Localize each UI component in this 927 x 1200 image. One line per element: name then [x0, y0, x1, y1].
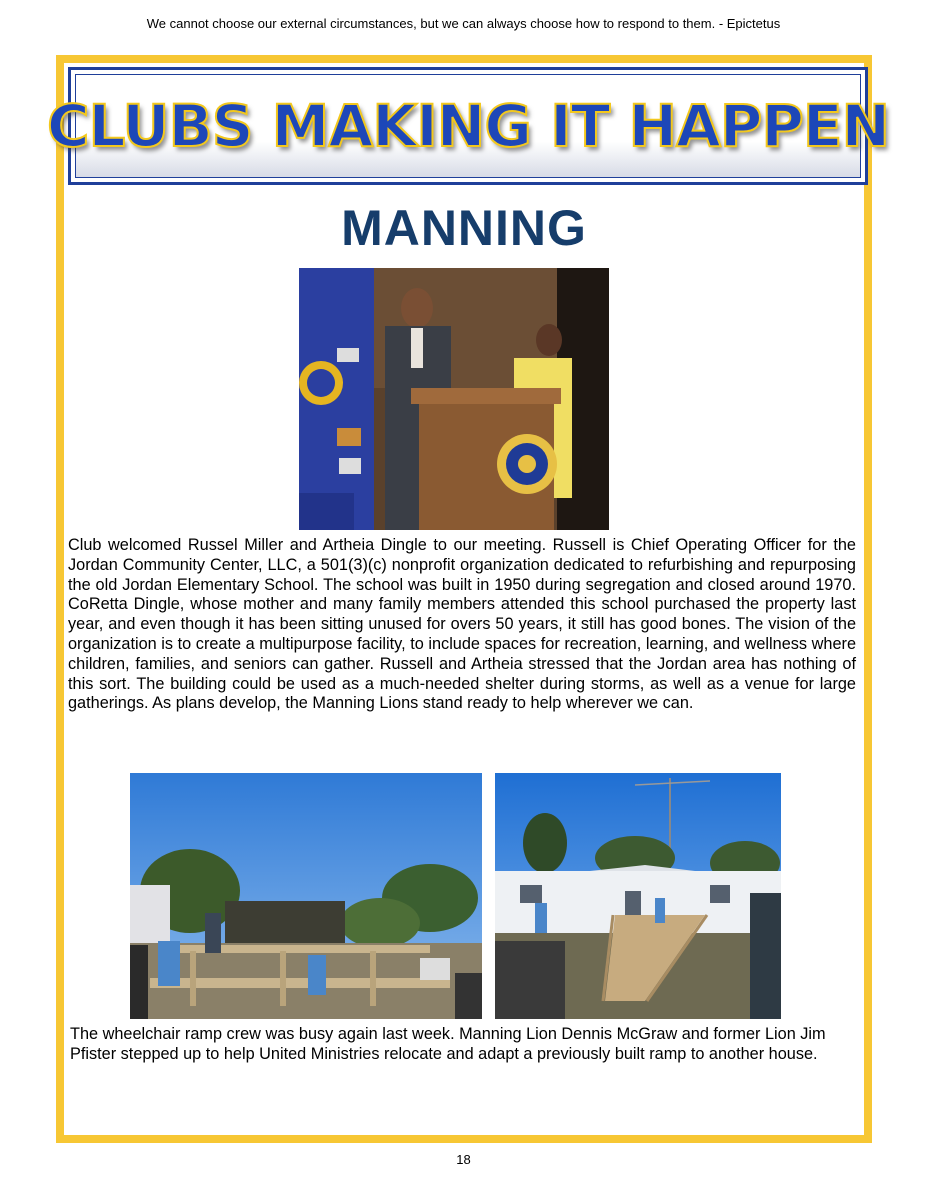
page-number: 18 — [456, 1152, 471, 1167]
page-frame — [46, 55, 890, 1143]
ramp-crew-photo-1 — [130, 773, 482, 1019]
article-paragraph-1: Club welcomed Russel Miller and Artheia Dingle to our meeting. Russell is Chief Operating Officer for the Jordan Community Center, LLC, a 501(3)(c) nonprofit organization dedicated to refurbishing and repurposing the old Jordan Elementary School. The school was built in 1950 during segregation and closed around 1970. CoRetta Dingle, whose mother and many family members attended this school purchased the property last year, and even though it has been sitting unused for overs 50 years, it still has good bones. The vision of the organization is to create a multipurpose facility, to include spaces for recreation, learning, and wellness where children, families, and seniors can gather. Russell and Artheia stressed that the Jordan area has nothing of this sort. The building could be used as a much-needed shelter during storms, as well as a venue for large gatherings. As plans develop, the Manning Lions stand ready to help wherever we can. — [68, 536, 856, 713]
ramp-crew-photo-2 — [495, 773, 781, 1019]
meeting-photo — [299, 268, 609, 530]
club-heading: MANNING — [341, 200, 587, 256]
banner-title: CLUBS MAKING IT HAPPEN — [46, 92, 890, 160]
article-paragraph-2: The wheelchair ramp crew was busy again last week. Manning Lion Dennis McGraw and former Lion Jim Pfister stepped up to help United Ministries relocate and adapt a previously built ramp to another house. — [70, 1025, 826, 1063]
banner-inner — [46, 74, 890, 178]
banner — [46, 67, 890, 185]
quote-header: We cannot choose our external circumstances, but we can always choose how to respond to them. - Epictetus — [146, 16, 781, 31]
